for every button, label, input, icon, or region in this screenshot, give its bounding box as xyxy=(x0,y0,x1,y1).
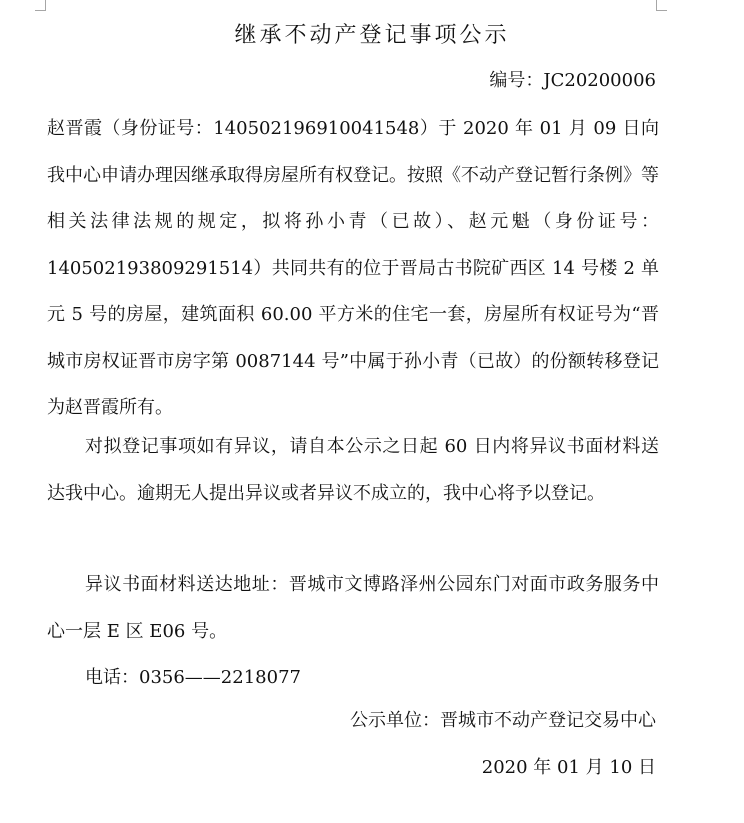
page-corner-mark-right xyxy=(656,0,667,11)
paragraph-objection-notice: 对拟登记事项如有异议，请自本公示之日起 60 日内将异议书面材料送达我中心。逾期无人提出异议或者异议不成立的，我中心将予以登记。 xyxy=(47,436,659,504)
paragraph-objection-address: 异议书面材料送达地址：晋城市文博路泽州公园东门对面市政务服务中心一层 E 区 E06 号。 xyxy=(47,574,659,642)
signature-unit: 公示单位：晋城市不动产登记交易中心 xyxy=(350,710,656,731)
document-title: 继承不动产登记事项公示 xyxy=(234,23,510,48)
paragraph-application: 赵晋霞（身份证号：140502196910041548）于 2020 年 01 月 09 日向我中心申请办理因继承取得房屋所有权登记。按照《不动产登记暂行条例》等相关法律法规的规定，拟将孙小青（已故）、赵元魁（身份证号：140502193809291514）共同共有的位于晋局古书院矿西区 14 号楼 2 单元 5 号的房屋，建筑面积 60.00 平方米的住宅一套，房屋所有权证号为“晋城市房权证晋市房字第 0087144 号”中属于孙小青（已故）的份额转移登记为赵晋霞所有。 xyxy=(47,118,659,418)
paragraph-phone: 电话：0356——2218077 xyxy=(85,667,301,688)
document-number: 编号：JC20200006 xyxy=(489,70,656,91)
signature-date: 2020 年 01 月 10 日 xyxy=(481,757,656,778)
page-corner-mark-left xyxy=(35,0,46,11)
